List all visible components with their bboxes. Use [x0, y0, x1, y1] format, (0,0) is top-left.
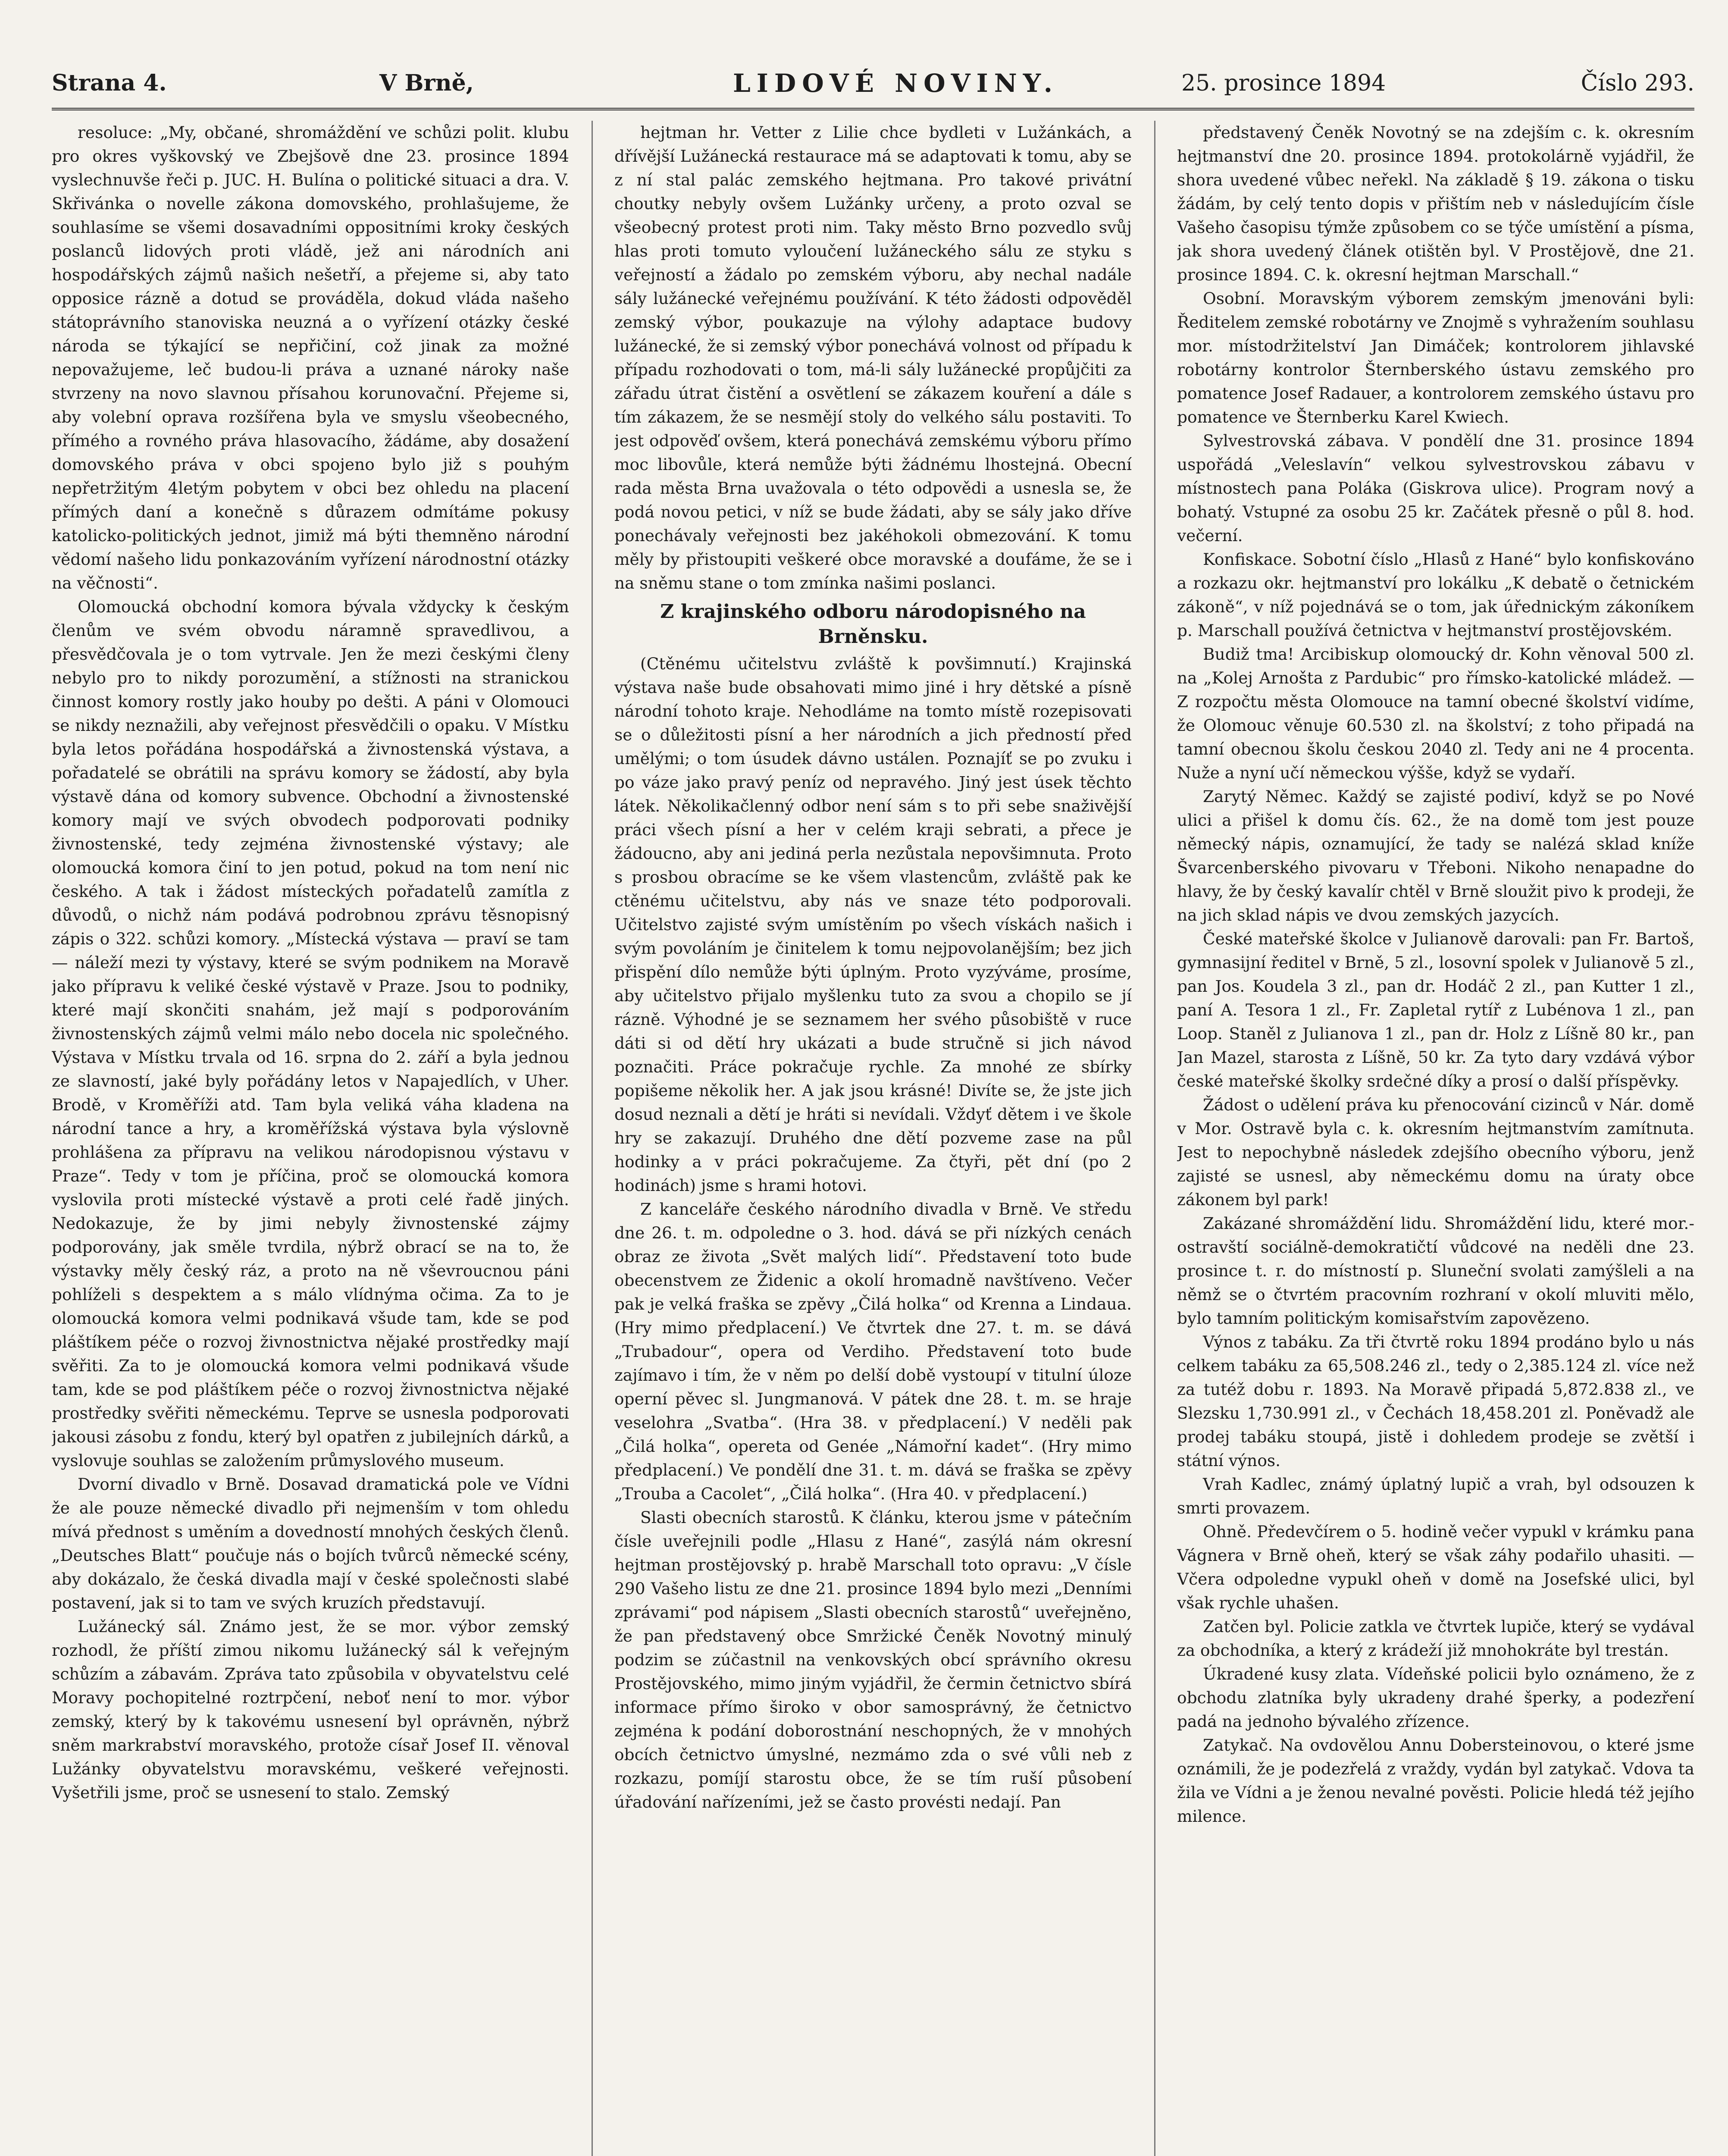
paragraph-luzanky-cont: hejtman hr. Vetter z Lilie chce bydleti v Lužánkách, a dřívější Lužánecká restaurace má se adaptovati k tomu, aby se z ní stal palác zemského hejtmana. Pro takové privátní choutky nebyly ovšem Lužánky určeny, a proto ozval se všeobecný protest proti nim. Taky město Brno pozvedlo svůj hlas proti tomuto vyloučení lužáneckého sálu ze styku s veřejností a žádalo po zemském výboru, aby nechal nadále sály lužánecké veřejnému používání. K této žádosti odpověděl zemský výbor, poukazuje na výlohy adaptace budovy lužánecké, že si zemský výbor ponechává volnost od případu k případu rozhodovati o tom, má-li sály lužánecké propůjčiti za zářadu útrat čistění a osvětlení se zákazem kouření a dále s tím zákazem, že se nesmějí stoly do velkého sálu postaviti. To jest odpověď ovšem, která ponechává zemskému výboru přímo moc libovůle, která nemůže býti žádnému lhostejná. Obecní rada města Brna uvažovala o této odpovědi a usnesla se, že podá novou petici, v níž se bude žádati, aby se sály jako dříve ponechávaly veřejnosti bez jakéhokoli obmezování. K tomu měly by přistoupiti veškeré obce moravské a doufáme, že se i na sněmu stane o tom zmínka našimi poslanci. — [614, 123, 1132, 592]
paragraph-mayors-cont: představený Čeněk Novotný se na zdejším c. k. okresním hejtmanství dne 20. prosince 1894. protokolárně vyjádřil, že shora uvedené vůbec neřekl. Na základě § 19. zákona o tisku žádám, by celý tento dopis v přištím neb v následujícím čísle Vašeho časopisu týmže způsobem co se týče umístění a písma, jak shora uvedený článek otištěn byl. V Prostějově, dne 21. prosince 1894. C. k. okresní hejtman Marschall.“ — [1177, 123, 1694, 284]
paragraph-tobacco: Výnos z tabáku. Za tři čtvrtě roku 1894 prodáno bylo u nás celkem tabáku za 65,508.246 zl., tedy o 2,385.124 zl. více než za tutéž dobu r. 1893. Na Moravě připadá 5,872.838 zl., ve Slezsku 1,730.991 zl., v Čechách 18,458.201 zl. Poněvadž ale prodej tabáku stoupá, jistě i dohledem prodeje se zvětší i státní výnos. — [1177, 1332, 1694, 1470]
paragraph-ethnographic: (Ctěnému učitelstvu zvláště k povšimnutí.) Krajinská výstava naše bude obsahovati mimo jiné i hry dětské a písně národní tohoto kraje. Nehodláme na tomto místě rozepisovati se o důležitosti písní a her národních a jich předností před umělými; o tom úsudek dávno ustálen. Poznajíť se po zvuku i po váze jako pravý peníz od nepravého. Jiný jest úsek těchto látek. Několikačlenný odbor není sám s to při sebe snaživější práci všech písní a her v celém kraji sebrati, a přece je žádoucno, aby ani jediná perla nezůstala nepovšimnuta. Proto s prosbou obracíme se ke všem vlastencům, zvláště pak ke ctěnému učitelstvu, aby nás ve snaze této podporovali. Učitelstvo zajisté svým umístěním po všech vískách našich i svým povoláním je činitelem k tomu nejpovolanějším; bez jich přispění dílo nemůže býti úplným. Proto vyzýváme, prosíme, aby učitelstvo přijalo myšlenku tuto za svou a chopilo se jí rázně. Výhodné je se seznamem her svého působiště v ruce dáti si od dětí hry ukázati a bude stručně si jich návod poznačiti. Práce pokračuje rychle. Za mnohé ze sbírky popišeme několik her. A jak jsou krásné! Divíte se, že jste jich dosud neznali a dětí je hráti si nevídali. Vždyť dětem i ve škole hry se zakazují. Druhého dne dětí pozveme zase na půl hodinky a v práci pokračujeme. Za čtyři, pět dní (po 2 hodinách) jsme s hrami hotovi. — [614, 654, 1132, 1195]
paragraph-darkness: Budiž tma! Arcibiskup olomoucký dr. Kohn věnoval 500 zl. na „Kolej Arnošta z Pardubic“ pro římsko-katolické mládež. — Z rozpočtu města Olomouce na tamní obecné školství vidíme, že Olomouc věnuje 60.530 zl. na školství; z toho připadá na tamní obecnou školu českou 2040 zl. Tedy ani ne 4 procenta. Nuže a nyní učí německou výšše, když se vydaří. — [1177, 645, 1694, 782]
paragraph-murderer: Vrah Kadlec, známý úplatný lupič a vrah, byl odsouzen k smrti provazem. — [1177, 1475, 1694, 1517]
newspaper-page — [52, 60, 1694, 2156]
paragraph-court-theatre: Dvorní divadlo v Brně. Dosavad dramatická pole ve Vídni že ale pouze německé divadlo při nejmenším v tom ohledu mívá přednost s uměním a dovedností mnohých českých členů. „Deutsches Blatt“ poučuje nás o bojích tvůrců německé scény, aby dokázalo, že česká divadla mají v české společnosti slabé postavení, jak si to tam ve svých kruzích představují. — [52, 1475, 569, 1612]
paragraph-warrant: Zatykač. Na ovdovělou Annu Dobersteinovou, o které jsme oznámili, že je podezřelá z vraždy, vydán byl zatykač. Vdova ta žila ve Vídni a je ženou nevalné pověsti. Policie hledá též jejího milence. — [1177, 1736, 1694, 1826]
newspaper-title: LIDOVÉ NOVINY. — [733, 69, 1058, 98]
issue-number: Číslo 293. — [1581, 70, 1694, 96]
paragraph-sylvester: Sylvestrovská zábava. V pondělí dne 31. prosince 1894 uspořádá „Veleslavín“ velkou sylvestrovskou zábavu v místnostech pana Poláka (Giskrova ulice). Program nový a bohatý. Vstupné za osobu 25 kr. Začátek přesně o půl 8. hod. večerní. — [1177, 431, 1694, 545]
issue-date: 25. prosince 1894 — [1181, 70, 1386, 96]
column-1 — [52, 121, 569, 2156]
paragraph-theatre-office: Z kanceláře českého národního divadla v Brně. Ve středu dne 26. t. m. odpoledne o 3. hod. dává se při nízkých cenách obraz ze života „Svět malých lidí“. Představení toto bude obecenstvem ze Židenic a okolí hromadně navštíveno. Večer pak je velká fraška se zpěvy „Čilá holka“ od Krenna a Lindaua. (Hry mimo předplacení.) Ve čtvrtek dne 27. t. m. se dává „Trubadour“, opera od Verdiho. Představení toto bude zajímavo i tím, že v něm po delší době vystoupí v titulní úloze operní pěvec sl. Jungmanová. V pátek dne 28. t. m. se hraje veselohra „Svatba“. (Hra 38. v předplacení.) V neděli pak „Čilá holka“, opereta od Genée „Námořní kadet“. (Hry mimo předplacení.) Ve pondělí dne 31. t. m. dává se fraška se zpěvy „Trouba a Cacolet“, „Čilá holka“. (Hra 40. v předplacení.) — [614, 1200, 1132, 1503]
masthead — [52, 60, 1694, 110]
paragraph-luzanky-hall: Lužánecký sál. Známo jest, že se mor. výbor zemský rozhodl, že příští zimou nikomu lužánecký sál k veřejným schůzím a zábavám. Zpráva tato způsobila v obyvatelstvu celé Moravy pochopitelné roztrpčení, neboť není to mor. výbor zemský, který by k takovému usnesení byl oprávněn, nýbrž sněm markrabství moravského, protože císař Josef II. věnoval Lužánky obyvatelstvu moravskému, veškeré veřejnosti. Vyšetřili jsme, proč se usnesení to stalo. Zemský — [52, 1617, 569, 1802]
column-rule — [592, 121, 593, 2156]
paragraph-school-donations: České mateřské školce v Julianově darovali: pan Fr. Bartoš, gymnasijní ředitel v Brně, 5 zl., losovní spolek v Julianově 5 zl., pan Jos. Koudela 3 zl., pan dr. Hodáč 2 zl., pan Kutter 1 zl., paní A. Tesora 1 zl., Fr. Zapletal rytíř z Lubénova 1 zl., pan Loop. Staněl z Julianova 1 zl., pan dr. Holz z Líšně 80 kr., pan Jan Mazel, starosta z Líšně, 50 kr. Za tyto dary vzdává výbor české mateřské školky srdečné díky a prosí o další příspěvky. — [1177, 929, 1694, 1091]
paragraph-olomouc-chamber: Olomoucká obchodní komora bývala vždycky k českým členům ve svém obvodu náramně spravedlivou, a přesvědčovala je o tom vytrvale. Jen že mezi českými členy nebylo pro to nikdy porozumění, a stížnosti na stranickou činnost komory rostly jako houby po dešti. A páni v Olomouci se nikdy neznažili, aby veřejnost přesvědčili o opaku. V Místku byla letos pořádána hospodářská a živnostenská výstava, a pořadatelé se obrátili na správu komory se žádostí, aby byla výstavě dána od komory subvence. Obchodní a živnostenské komory mají ve svých obvodech podporovati podniky živnostenské, tedy zejména živnostenské výstavy; ale olomoucká komora činí to jen potud, pokud na tom není nic českého. A tak i žádost místeckých pořadatelů zamítla z důvodů, o nichž nám podává podrobnou zprávu těsnopisný zápis o 322. schůzi komory. „Místecká výstava — praví se tam — náleží mezi ty výstavy, které se svým podnikem na Moravě jako přípravu k veliké české výstavě v Praze. Jsou to podniky, které mají skončiti snahám, jež mají s podporováním živnostenských zájmů velmi málo nebo docela nic společného. Výstava v Místku trvala od 16. srpna do 2. září a byla jednou ze slavností, jaké byly pořádány letos v Napajedlích, v Uher. Brodě, v Kroměříži atd. Tam byla veliká váha kladena na národní tance a hry, a kroměřížská výstava byla výslovně prohlášena za přípravu na velikou národopisnou výstavu v Praze“. Tedy v tom je příčina, proč se olomoucká komora vyslovila proti místecké výstavě a proti celé řadě jiných. Nedokazuje, že by jimi nebyly živnostenské zájmy podporovány, jak směle tvrdila, nýbrž obrací se na to, že výstavky měly český ráz, a proto na ně vševroucnou páni pohlíželi s despektem a s málo vlídnýma očima. Za to je olomoucká komora velmi podnikavá všude tam, kde se pod pláštíkem péče o rozvoj živnostnictva nějaké prostředky mají svěřiti. Za to je olomoucká komora velmi podnikavá všude tam, kde se pod pláštíkem péče o rozvoj živnostnictva nějaké prostředky svěřiti německému. Teprve se usnesla podporovati jakousi zásobu z fondu, který byl opatřen z jubilejních dárků, a vyslovuje souhlas se založením průmyslového museum. — [52, 597, 569, 1470]
paragraph-confiscation: Konfiskace. Sobotní číslo „Hlasů z Hané“ bylo konfiskováno a rozkazu okr. hejtmanství pro lokálku „K debatě o četnickém zákoně“, v níž pojednává se o tom, jak úřednickým zákoníkem p. Marschall používá četnictva v hejtmanství prostějovském. — [1177, 550, 1694, 640]
paragraph-german: Zarytý Němec. Každý se zajisté podiví, když se po Nové ulici a přišel k domu čís. 62., že na domě tom jest pouze německý nápis, oznamující, že tady se nalézá sklad kníže Švarcenberského pivovaru v Třeboni. Nikoho nenapadne do hlavy, že by český kavalír chtěl v Brně sloužit pivo k prodeji, že na jich sklad nápis ve dvou zemských jazycích. — [1177, 787, 1694, 924]
column-2 — [614, 121, 1132, 2156]
column-rule — [1154, 121, 1155, 2156]
paragraph-mayors: Slasti obecních starostů. K článku, kterou jsme v pátečním čísle uveřejnili podle „Hlasu z Hané“, zasýlá nám okresní hejtman prostějovský p. hrabě Marschall toto opravu: „V čísle 290 Vašeho listu ze dne 21. prosince 1894 bylo mezi „Denními zprávami“ pod nápisem „Slasti obecních starostů“ uveřejněno, že pan představený obce Smržické Čeněk Novotný minulý podzim se zúčastnil na venkovských obcí správního okresu Prostějovského, mimo jiným vyjádřil, že čermin četnictvo sbírá informace přímo široko v obor samosprávný, že četnictvo zejména k podání doborostnání neschopných, že v mnohých obcích četnictvo úmyslné, nezmámo zda o své vůli neb z rozkazu, pomíjí starostu obce, že se tím ruší působení úřadování nařízeními, jež se často provésti nedají. Pan — [614, 1508, 1132, 1811]
paragraph-personal: Osobní. Moravským výborem zemským jmenováni byli: Ředitelem zemské robotárny ve Znojmě s vyhražením souhlasu mor. místodržitelství Jan Dimáček; kontrolorem jihlavské robotárny kontrolor Šternberského ústavu zemského pro pomatence Josef Radauer, a kontrolorem zemského ústavu pro pomatence ve Šternberku Karel Kwiech. — [1177, 289, 1694, 426]
page-number: Strana 4. — [52, 70, 167, 96]
city: V Brně, — [379, 70, 474, 96]
paragraph-assembly: Zakázané shromáždění lidu. Shromáždění lidu, které mor.-ostravští sociálně-demokratičtí vůdcové na neděli dne 23. prosince t. r. do místností p. Sluneční svolati zamýšleli a na němž se o čtvrtém pracovním rozhraní v okolí mluviti mělo, bylo tamním politickým komisařstvím zapovězeno. — [1177, 1214, 1694, 1328]
paragraph-lodging: Žádost o udělení práva ku přenocování cizinců v Nár. domě v Mor. Ostravě byla c. k. okresním hejtmanstvím zamítnuta. Jest to nepochybně následek zdejšího obecního výboru, jenž zajisté se usnesl, aby německému domu na úraty obce zákonem byl park! — [1177, 1095, 1694, 1209]
article-columns — [52, 121, 1694, 2156]
paragraph-fires: Ohně. Předevčírem o 5. hodině večer vypukl v krámku pana Vágnera v Brně oheň, který se však záhy podařilo uhasiti. — Včera odpoledne vypukl oheň v domě na Josefské ulici, byl však rychle uhašen. — [1177, 1522, 1694, 1612]
paragraph-resolution: resoluce: „My, občané, shromáždění ve schůzi polit. klubu pro okres vyškovský ve Zbejšově dne 23. prosince 1894 vyslechnuvše řeči p. JUC. H. Bulína o politické situaci a dra. V. Skřivánka o novelle zákona domovského, prohlašujeme, že souhlasíme se všemi dosavadními oppositními kroky českých poslanců lidových proti vládě, jež ani národních ani hospodářských zájmů našich nešetří, a přejeme si, aby tato opposice rázně a dotud se prováděla, dokud vláda našeho státoprávního stanoviska neuzná a o vyřízení otázky české národa se týkající se nepřičiní, což jinak za možné nepovažujeme, leč budou-li práva a uznané nároky naše stvrzeny na novo slavnou přísahou korunovační. Přejeme si, aby volební oprava rozšířena byla ve smyslu všeobecného, přímého a rovného práva hlasovacího, žádáme, aby dosažení domovského práva v obci spojeno bylo již s pouhým nepřetržitým 4letým pobytem v obci bez ohledu na placení přímých daní a konečně s důrazem odmítáme pokusy katolicko-politických jednot, jimiž má býti themněno národní vědomí našeho lidu ponkazováním vyřízení národnostní otázky na věčnosti“. — [52, 123, 569, 592]
paragraph-gold: Úkradené kusy zlata. Vídeňské policii bylo oznámeno, že z obchodu zlatníka byly ukradeny drahé šperky, a podezření padá na jednoho bývalého zřízence. — [1177, 1664, 1694, 1731]
headline-ethnographic: Z krajinského odboru národopisného na Brněnsku. — [660, 601, 1086, 648]
paragraph-arrest: Zatčen byl. Policie zatkla ve čtvrtek lupiče, který se vydával za obchodníka, a který z krádeží již mnohokráte byl trestán. — [1177, 1617, 1694, 1660]
column-3 — [1177, 121, 1694, 2156]
